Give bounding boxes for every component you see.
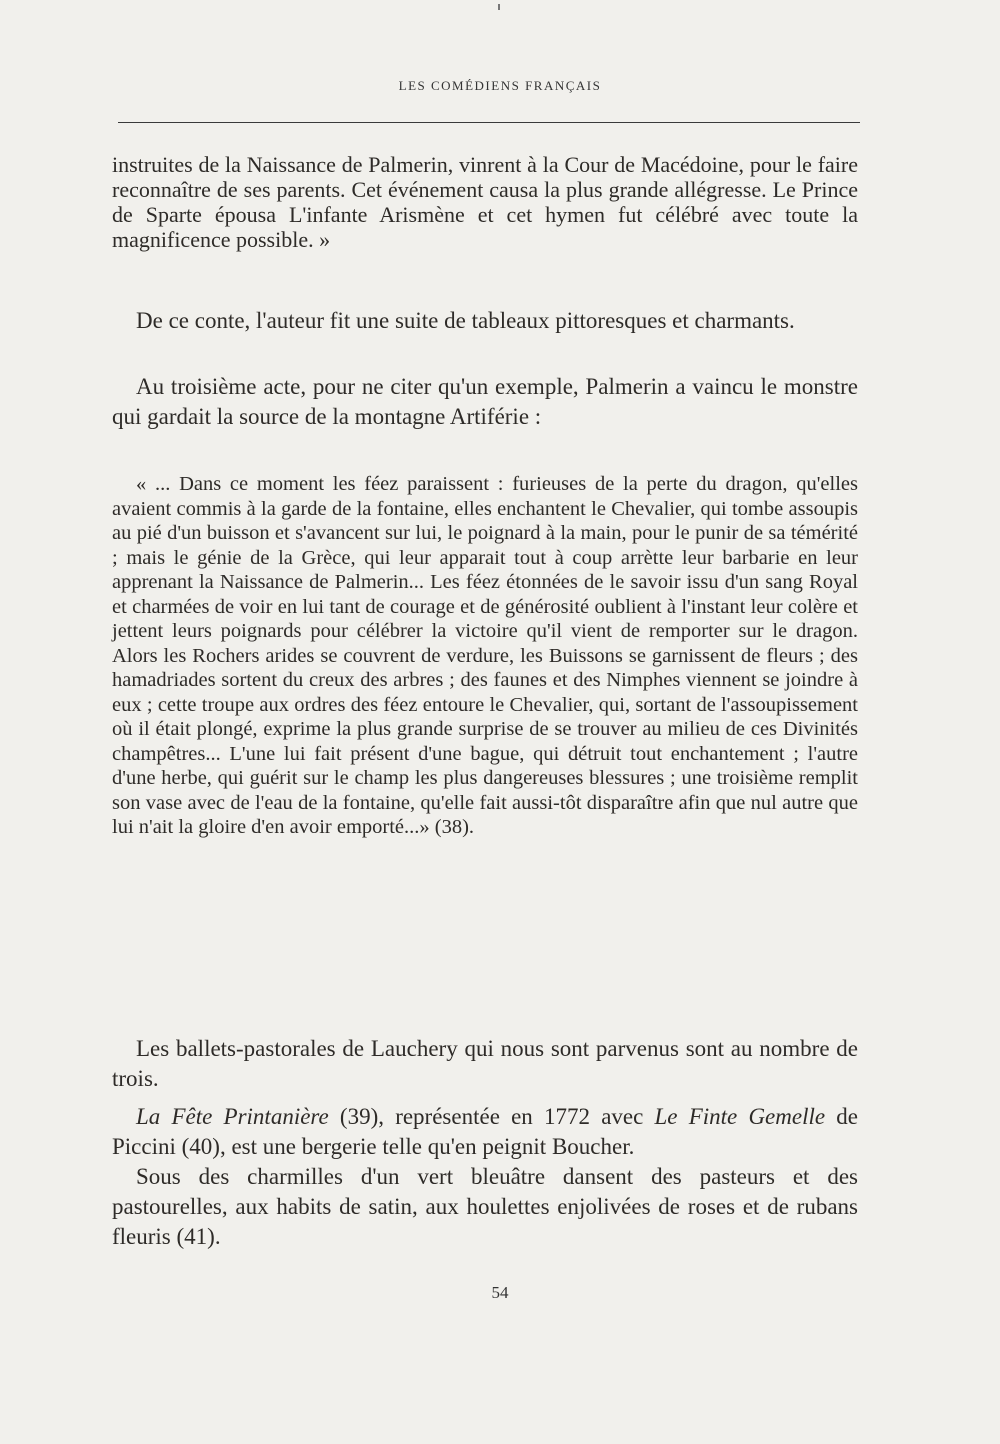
block-quote <box>112 472 858 840</box>
paragraph-1: instruites de la Naissance de Palmerin, vinrent à la Cour de Macédoine, pour le faire reconnaître de ses parents. Cet événement causa la plus grande allégresse. Le Prince de Sparte épousa L'infante Arismène et cet hymen fut célébré avec toute la magnificence possible. » <box>112 152 858 252</box>
work-title-finte: Le Finte Gemelle <box>654 1104 826 1129</box>
quote-text: « ... Dans ce moment les féez paraissent : furieuses de la perte du dragon, qu'elles avaient commis à la garde de la fontaine, elles enchantent le Chevalier, qui tombe assoupis au pié d'un buisson et s'avancent sur lui, le poignard à la main, pour le punir de sa témérité ; mais le génie de la Grèce, qui leur apparait tout à coup arrètte leur barbarie en leur apprenant la Naissance de Palmerin... Les féez étonnées de le savoir issu d'un sang Royal et charmées de voir en lui tant de courage et de générosité oublient à l'instant leur colère et jettent leurs poignards pour célébrer la victoire qu'il vient de remporter sur le dragon. Alors les Rochers arides se couvrent de verdure, les Buissons se garnissent de fleurs ; des hamadriades sortent du creux des arbres ; des faunes et des Nimphes viennent se joindre à eux ; cette troupe aux ordres des féez entoure le Chevalier, qui, sortant de l'assoupissement où il était plongé, exprime la plus grande surprise de se trouver au milieu de ces Divinités champêtres... L'une lui fait présent d'une bague, qui détruit tout enchantement ; l'autre d'une herbe, qui guérit sur le champ les plus dangereuses blessures ; une troisième remplit son vase avec de l'eau de la fontaine, qu'elle fait aussi-tôt disparaître afin que nul autre que lui n'ait la gloire d'en avoir emporté...» (38). <box>112 473 858 838</box>
page-number: 54 <box>491 1283 509 1302</box>
header-rule <box>118 122 860 123</box>
paragraph-3-block <box>112 372 858 432</box>
paragraph-5-block <box>112 1102 858 1162</box>
paragraph-4-block <box>112 1034 858 1094</box>
paragraph-6-block <box>112 1162 858 1252</box>
paragraph-2-block <box>112 306 858 336</box>
paragraph-6: Sous des charmilles d'un vert bleuâtre dansent des pasteurs et des pastourelles, aux habits de satin, aux houlettes enjolivées de roses et de rubans fleuris (41). <box>112 1164 858 1249</box>
paragraph-3: Au troisième acte, pour ne citer qu'un exemple, Palmerin a vaincu le monstre qui gardait la source de la montagne Artiférie : <box>112 374 858 429</box>
paragraph-2: De ce conte, l'auteur fit une suite de tableaux pittoresques et charmants. <box>136 308 795 333</box>
paragraph-4: Les ballets-pastorales de Lauchery qui nous sont parvenus sont au nombre de trois. <box>112 1036 858 1091</box>
paragraph-5-mid: (39), représentée en 1772 avec <box>328 1104 655 1129</box>
work-title-fete: La Fête Printanière <box>136 1104 329 1129</box>
paragraph-5 <box>112 1102 858 1162</box>
paragraph-continuation <box>112 152 858 252</box>
running-title: LES COMÉDIENS FRANÇAIS <box>398 78 602 93</box>
paragraph-5-end: de Piccini (40), est une bergerie telle qu'en peignit Boucher. <box>112 1104 858 1159</box>
scan-mark <box>498 4 500 10</box>
